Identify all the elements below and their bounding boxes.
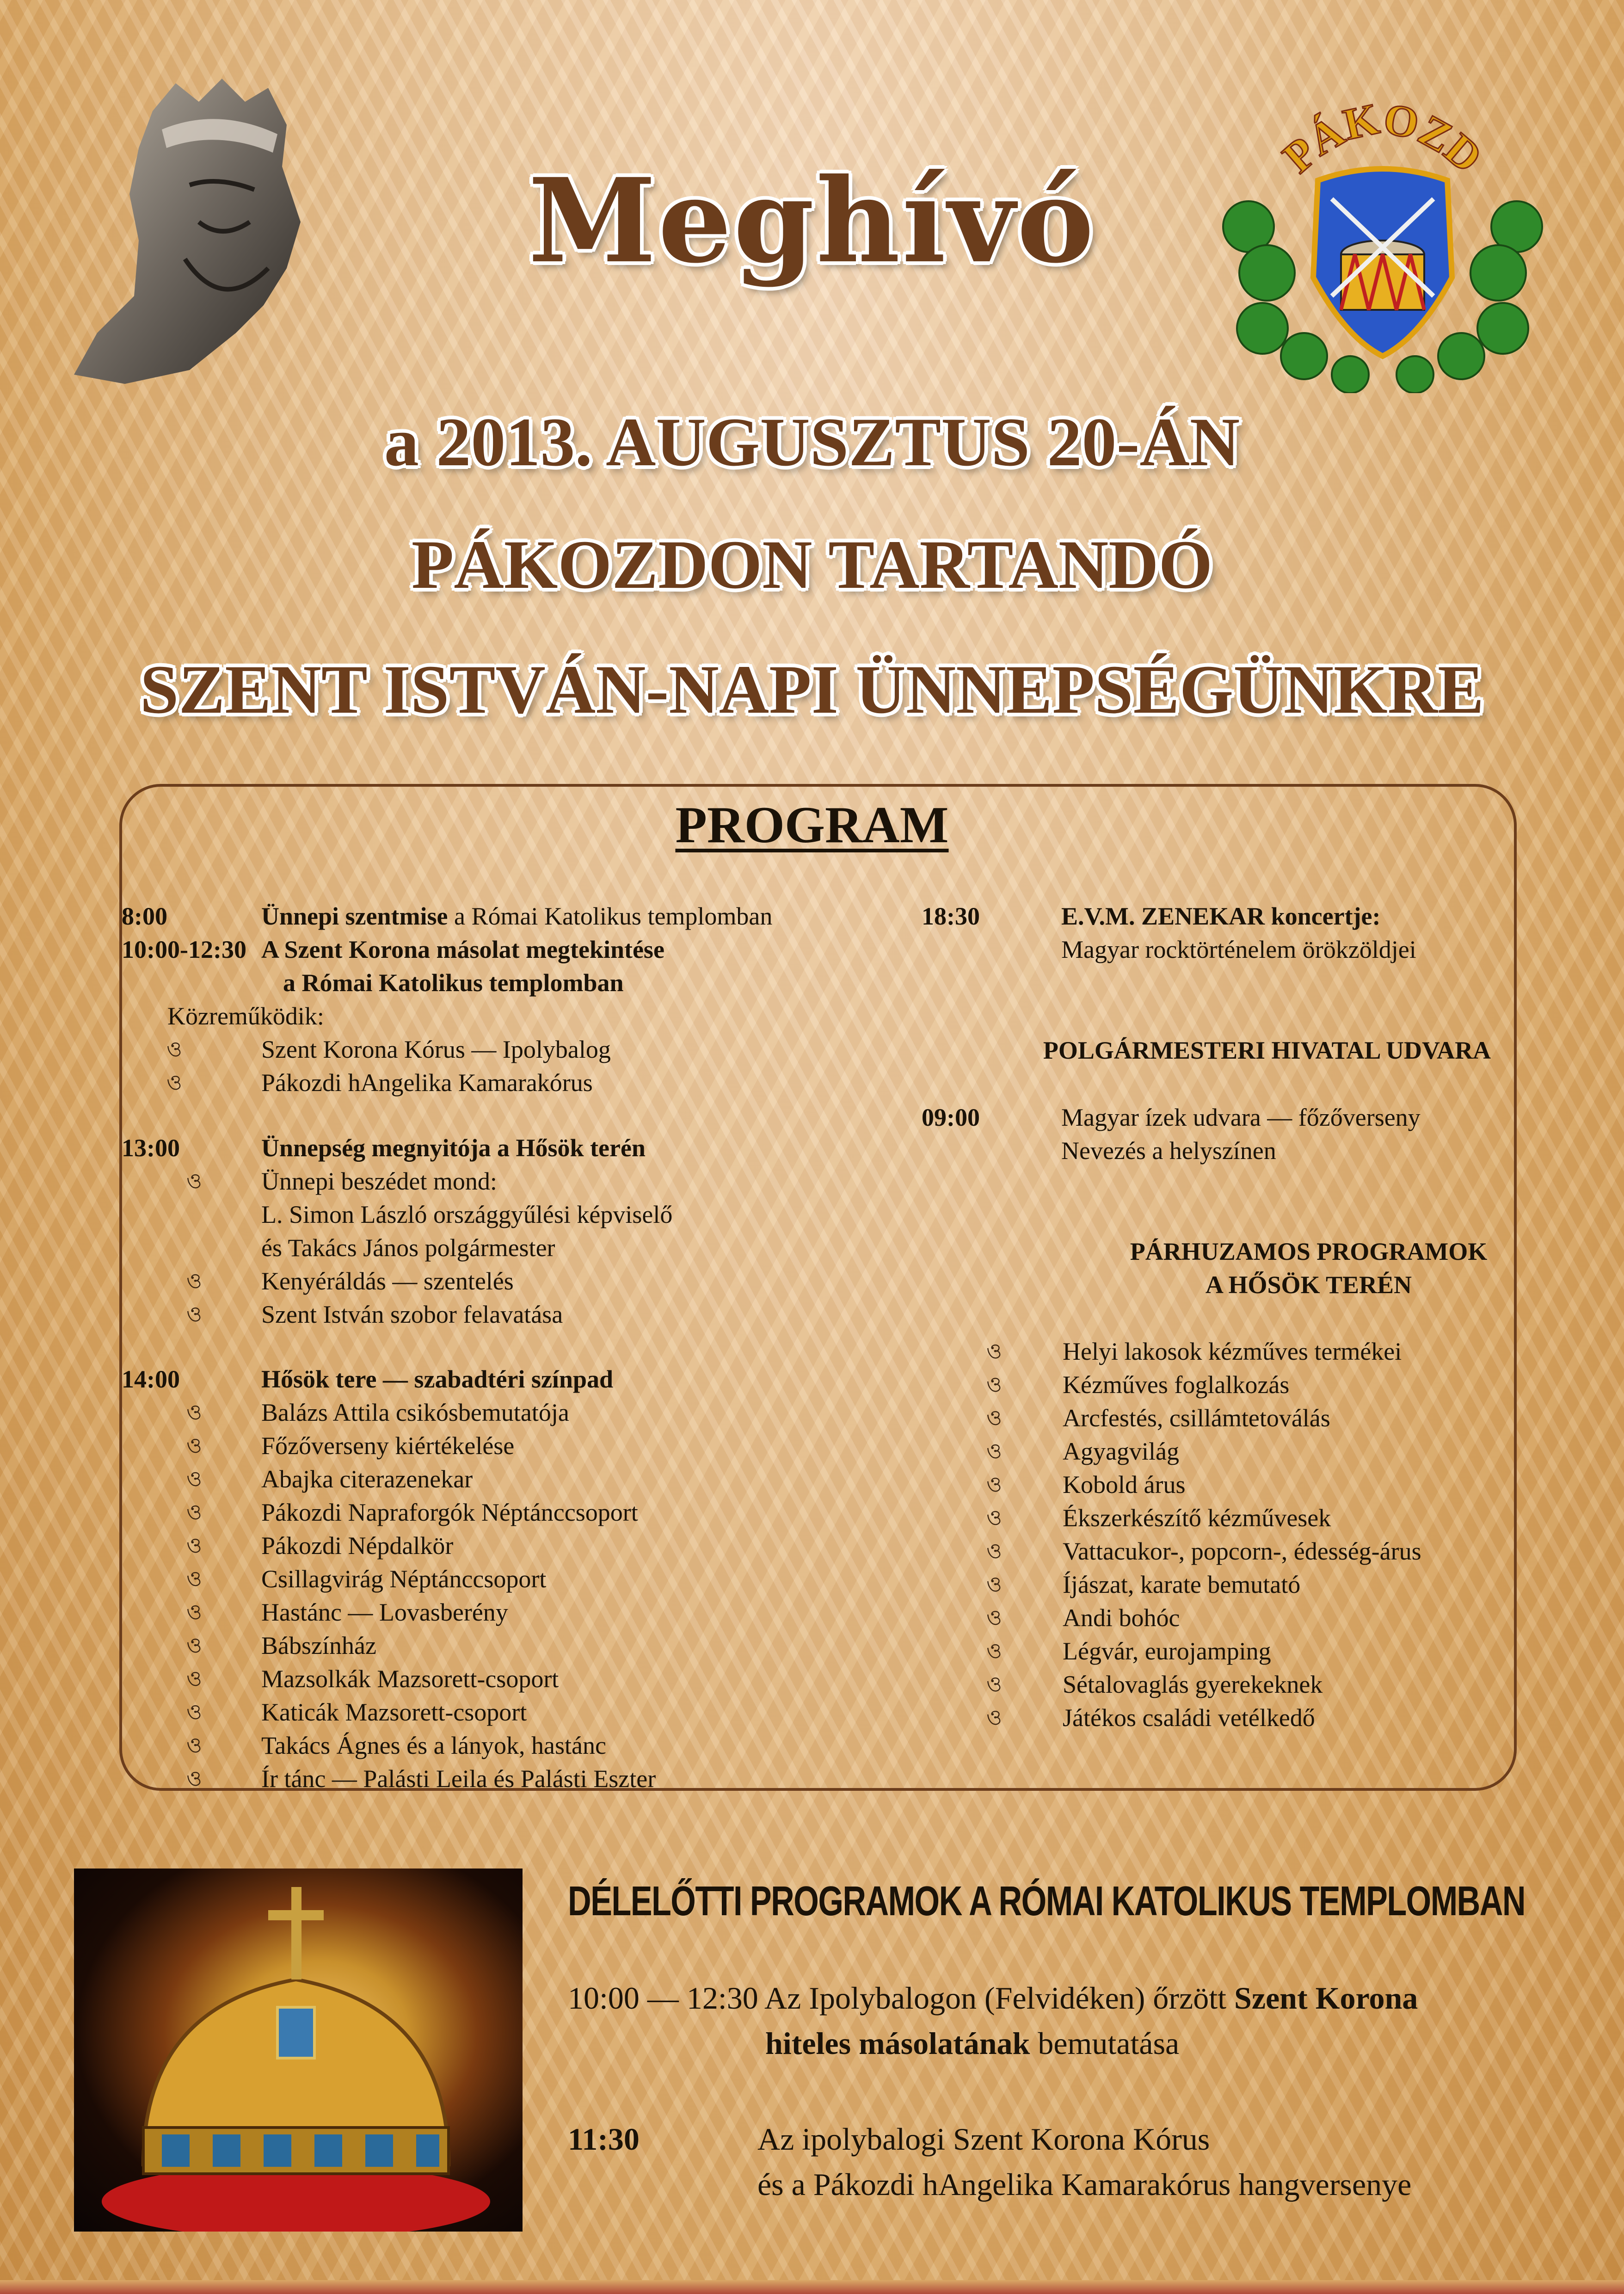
morning-item-2-line-1: Az ipolybalogi Szent Korona Kórus xyxy=(757,2121,1210,2157)
speakers-line-1: L. Simon László országgyűlési képviselő xyxy=(261,1201,673,1228)
right.items-item: Ékszerkészítő kézművesek xyxy=(1063,1504,1331,1532)
time-14-00: 14:00 xyxy=(122,1365,180,1393)
morning-item-1-bold2: hiteles másolatának xyxy=(765,2026,1030,2061)
left.e4.items-item: Főzőverseny kiértékelése xyxy=(261,1432,515,1460)
left.e4.items-item: Bábszínház xyxy=(261,1632,376,1659)
bullet-icon: ও xyxy=(986,1439,1002,1463)
left.e4.items-item: Pákozdi Népdalkör xyxy=(261,1532,454,1560)
speech-label: Ünnepi beszédet mond: xyxy=(261,1167,497,1195)
pakozd-coat-of-arms xyxy=(1212,79,1554,393)
right.items-item: Íjászat, karate bemutató xyxy=(1063,1571,1301,1598)
left.contrib-item: Szent Korona Kórus — Ipolybalog xyxy=(261,1036,611,1063)
bullet-icon: ও xyxy=(186,1733,202,1757)
time-18-30: 18:30 xyxy=(922,902,980,930)
bullet-icon: ও xyxy=(986,1572,1002,1596)
parallel-heading-1: PÁRHUZAMOS PROGRAMOK xyxy=(1130,1238,1488,1265)
right.items-item: Vattacukor-, popcorn-, édesség-árus xyxy=(1063,1537,1421,1565)
morning-item-2-line-2: és a Pákozdi hAngelika Kamarakórus hangversenye xyxy=(757,2167,1412,2202)
time-10-00: 10:00-12:30 xyxy=(122,936,246,963)
bullet-icon: ও xyxy=(166,1037,182,1061)
bullet-icon: ও xyxy=(186,1467,202,1491)
bullet-icon: ও xyxy=(186,1567,202,1591)
bullet-icon: ও xyxy=(186,1767,202,1790)
left.e4.items-item: Pákozdi Napraforgók Néptánccsoport xyxy=(261,1498,638,1526)
contrib-label: Közreműködik: xyxy=(167,1002,324,1030)
left.e3.items-item: Szent István szobor felavatása xyxy=(261,1301,563,1328)
bullet-icon: ও xyxy=(186,1302,202,1326)
bullet-icon: ও xyxy=(986,1706,1002,1729)
morning-item-2-time: 11:30 xyxy=(568,2121,640,2157)
morning-item-1-time: 10:00 — 12:30 xyxy=(568,1980,758,2016)
event-crown-viewing-place: a Római Katolikus templomban xyxy=(283,969,624,997)
event-cooking: Magyar ízek udvara — főzőverseny xyxy=(1061,1104,1421,1131)
right.items-item: Játékos családi vetélkedő xyxy=(1063,1704,1315,1732)
bullet-icon: ও xyxy=(186,1434,202,1457)
event-opening: Ünnepség megnyitója a Hősök terén xyxy=(261,1134,646,1162)
bullet-icon: ও xyxy=(166,1071,182,1094)
hivatal-heading: POLGÁRMESTERI HIVATAL UDVARA xyxy=(1043,1036,1491,1064)
bullet-icon: ও xyxy=(186,1269,202,1293)
program-title: PROGRAM xyxy=(675,796,949,854)
right.items-item: Helyi lakosok kézműves termékei xyxy=(1063,1338,1402,1365)
event-stage: Hősök tere — szabadtéri színpad xyxy=(261,1365,614,1393)
morning-item-1-text: Az Ipolybalogon (Felvidéken) őrzött xyxy=(758,1980,1234,2016)
crown-icon xyxy=(74,1868,523,2232)
event-mass: Ünnepi szentmise a Római Katolikus templomban xyxy=(261,902,773,930)
time-13-00: 13:00 xyxy=(122,1134,180,1162)
left.e4.items-item: Abajka citerazenekar xyxy=(261,1465,473,1493)
left.e4.items-item: Mazsolkák Mazsorett-csoport xyxy=(261,1665,559,1693)
bullet-icon: ও xyxy=(186,1169,202,1193)
bullet-icon: ও xyxy=(186,1634,202,1657)
bullet-icon: ও xyxy=(986,1606,1002,1629)
morning-item-1-line-2 xyxy=(765,2023,1179,2064)
bullet-icon: ও xyxy=(186,1600,202,1624)
time-8-00: 8:00 xyxy=(122,902,167,930)
right.items-item: Sétalovaglás gyerekeknek xyxy=(1063,1671,1323,1698)
left.e4.items-item: Csillagvirág Néptánccsoport xyxy=(261,1565,547,1593)
bullet-icon: ও xyxy=(186,1534,202,1557)
left.e4.items-item: Katicák Mazsorett-csoport xyxy=(261,1698,527,1726)
left.e4.items-item: Hastánc — Lovasberény xyxy=(261,1598,508,1626)
morning-programs-heading: DÉLELŐTTI PROGRAMOK A RÓMAI KATOLIKUS TEMPLOMBAN xyxy=(568,1878,1526,1924)
event-crown-viewing: A Szent Korona másolat megtekintése xyxy=(261,936,664,963)
event-concert: E.V.M. ZENEKAR koncertje: xyxy=(1061,902,1381,930)
right.items-item: Kézműves foglalkozás xyxy=(1063,1371,1290,1399)
left.e3.items-item: Kenyéráldás — szentelés xyxy=(261,1267,514,1295)
coat-of-arms-icon xyxy=(1212,79,1554,393)
right.items-item: Légvár, eurojamping xyxy=(1063,1637,1271,1665)
bullet-icon: ও xyxy=(986,1506,1002,1529)
bullet-icon: ও xyxy=(186,1500,202,1524)
left.e4.items-item: Ír tánc — Palásti Leila és Palásti Eszter xyxy=(261,1765,656,1793)
event-cooking-sub: Nevezés a helyszínen xyxy=(1061,1137,1276,1165)
bullet-icon: ও xyxy=(986,1672,1002,1696)
speakers-line-2: és Takács János polgármester xyxy=(261,1234,555,1262)
morning-item-1-bold: Szent Korona xyxy=(1234,1980,1418,2016)
right.items-item: Andi bohóc xyxy=(1063,1604,1180,1632)
bullet-icon: ও xyxy=(986,1373,1002,1396)
event-concert-sub: Magyar rocktörténelem örökzöldjei xyxy=(1061,936,1416,963)
morning-item-1 xyxy=(568,1977,1418,2019)
morning-item-1-end: bemutatása xyxy=(1030,2026,1180,2061)
holy-crown-photo xyxy=(74,1868,523,2232)
bullet-icon: ও xyxy=(986,1539,1002,1563)
headline-line-1: a 2013. AUGUSZTUS 20-ÁN xyxy=(384,404,1240,481)
time-09-00: 09:00 xyxy=(922,1104,980,1131)
parallel-heading-2: A HŐSÖK TERÉN xyxy=(1205,1271,1412,1299)
bullet-icon: ও xyxy=(986,1639,1002,1663)
bottom-decorative-strip xyxy=(0,2280,1624,2294)
right.items-item: Agyagvilág xyxy=(1063,1437,1179,1465)
bullet-icon: ও xyxy=(186,1700,202,1724)
left.contrib-item: Pákozdi hAngelika Kamarakórus xyxy=(261,1069,593,1097)
left.e4.items-item: Balázs Attila csikósbemutatója xyxy=(261,1399,569,1426)
headline-line-3: SZENT ISTVÁN-NAPI ÜNNEPSÉGÜNKRE xyxy=(140,651,1484,728)
headline-line-2: PÁKOZDON TARTANDÓ xyxy=(411,526,1213,603)
right.items-item: Kobold árus xyxy=(1063,1471,1186,1498)
main-title: Meghívó xyxy=(528,153,1096,289)
crest-label: PÁKOZD xyxy=(1273,93,1492,182)
bullet-icon: ও xyxy=(186,1667,202,1690)
bullet-icon: ও xyxy=(986,1339,1002,1363)
bullet-icon: ও xyxy=(986,1473,1002,1496)
left.e4.items-item: Takács Ágnes és a lányok, hastánc xyxy=(261,1732,606,1759)
bullet-icon: ও xyxy=(186,1400,202,1424)
bullet-icon: ও xyxy=(986,1406,1002,1430)
right.items-item: Arcfestés, csillámtetoválás xyxy=(1063,1404,1330,1432)
